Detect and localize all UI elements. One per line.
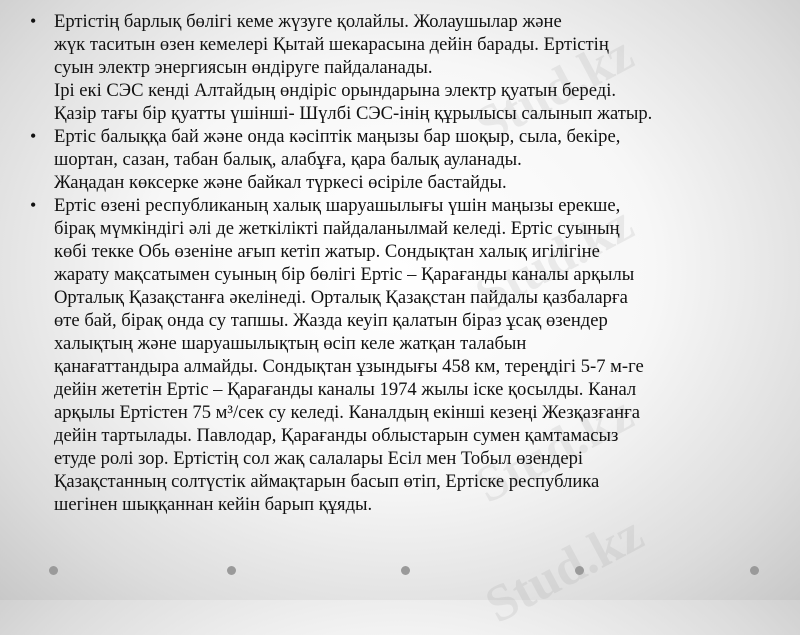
text-line: шортан, сазан, табан балық, алабұға, қара балық ауланады. bbox=[54, 149, 522, 170]
text-line: етуде ролі зор. Ертістің сол жақ салалары Есіл мен Тобыл өзендері bbox=[54, 448, 584, 469]
text-line: жүк таситын өзен кемелері Қытай шекарасына дейін барады. Ертістің bbox=[54, 34, 609, 55]
bullet-item bbox=[30, 194, 795, 516]
bullet-item bbox=[30, 125, 795, 194]
footer-dot-icon bbox=[401, 566, 410, 575]
text-line: Ертіс өзені республиканың халық шаруашылығы үшін маңызы ерекше, bbox=[54, 195, 621, 216]
text-line: көбі текке Обь өзеніне ағып кетіп жатыр. Сондықтан халық игілігіне bbox=[54, 241, 600, 262]
text-line: қанағаттандыра алмайды. Сондықтан ұзындығы 458 км, тереңдігі 5-7 м-ге bbox=[54, 356, 644, 377]
watermark: Stud.kz bbox=[476, 504, 653, 635]
text-line: суын электр энергиясын өндіруге пайдаланады. bbox=[54, 57, 433, 78]
footer-dot-icon bbox=[49, 566, 58, 575]
text-line: жарату мақсатымен суының бір бөлігі Ертіс – Қарағанды каналы арқылы bbox=[54, 264, 635, 285]
bullet-icon: • bbox=[30, 126, 37, 146]
text-line: Орталық Қазақстанға әкелінеді. Орталық Қазақстан пайдалы қазбаларға bbox=[54, 287, 628, 308]
bullet-list bbox=[30, 10, 795, 516]
footer-dot-icon bbox=[227, 566, 236, 575]
bullet-item bbox=[30, 10, 795, 125]
text-line: арқылы Ертістен 75 м³/сек су келеді. Каналдың екінші кезеңі Жезқазғанға bbox=[54, 402, 641, 423]
footer-dot-icon bbox=[750, 566, 759, 575]
text-line: Қазір тағы бір қуатты үшінші- Шүлбі СЭС-інің құрылысы салынып жатыр. bbox=[54, 103, 653, 124]
text-line: дейін тартылады. Павлодар, Қарағанды облыстарын сумен қамтамасыз bbox=[54, 425, 619, 446]
bullet-icon: • bbox=[30, 195, 37, 215]
bullet-icon: • bbox=[30, 11, 37, 31]
footer-decoration bbox=[0, 566, 800, 578]
footer-dot-icon bbox=[575, 566, 584, 575]
text-line: дейін жететін Ертіс – Қарағанды каналы 1974 жылы іске қосылды. Канал bbox=[54, 379, 637, 400]
watermark: Stud.kz bbox=[466, 384, 643, 515]
text-line: бірақ мүмкіндігі әлі де жеткілікті пайдаланылмай келеді. Ертіс суының bbox=[54, 218, 620, 239]
text-line: Ертіс балыққа бай және онда кәсіптік маңызы бар шоқыр, сыла, бекіре, bbox=[54, 126, 621, 147]
slide-content bbox=[30, 10, 795, 516]
text-line: Ертістің барлық бөлігі кеме жүзуге қолайлы. Жолаушылар және bbox=[54, 11, 562, 32]
text-line: халықтың және шаруашылықтың өсіп келе жатқан талабын bbox=[54, 333, 527, 354]
text-line: өте бай, бірақ онда су тапшы. Жазда кеуіп қалатын біраз ұсақ өзендер bbox=[54, 310, 608, 331]
text-line: шегінен шыққаннан кейін барып құяды. bbox=[54, 494, 373, 515]
watermark: Stud.kz bbox=[466, 194, 643, 325]
watermark: Stud.kz bbox=[466, 24, 643, 155]
text-line: Ірі екі СЭС кенді Алтайдың өндіріс орындарына электр қуатын береді. bbox=[54, 80, 617, 101]
text-line: Қазақстанның солтүстік аймақтарын басып өтіп, Ертіске республика bbox=[54, 471, 600, 492]
text-line: Жаңадан көксерке және байкал түркесі өсіріле бастайды. bbox=[54, 172, 507, 193]
